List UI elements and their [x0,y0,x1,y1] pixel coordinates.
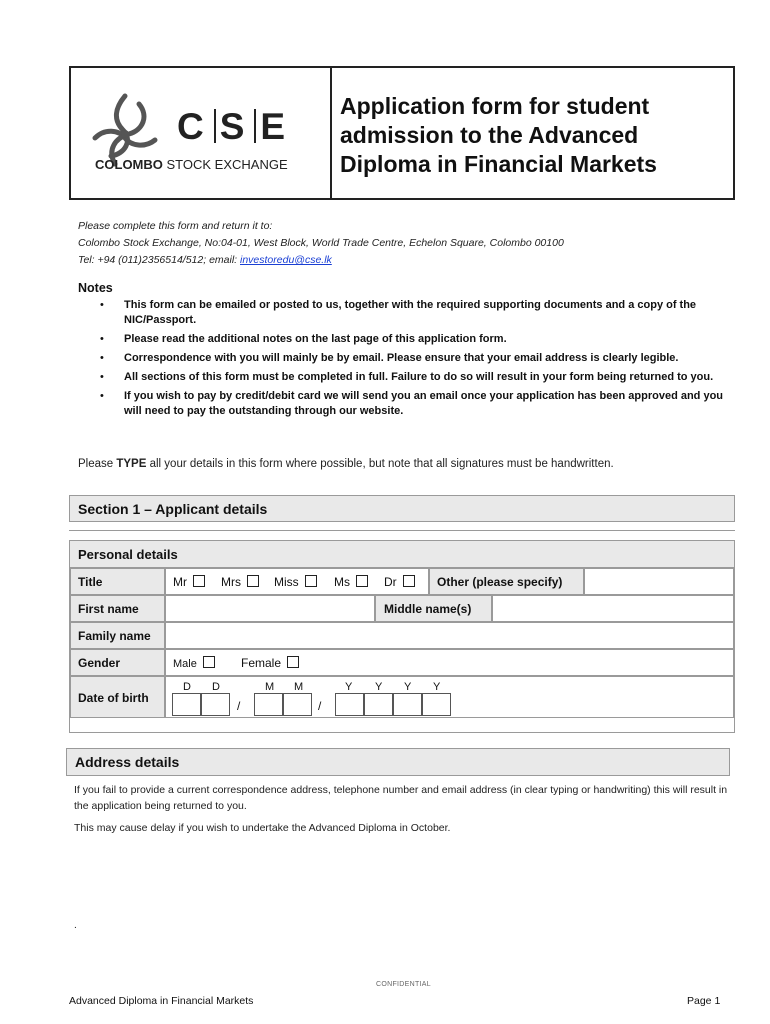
address-delay-note: This may cause delay if you wish to undertake the Advanced Diploma in October. [74,822,451,834]
dob-label: Date of birth [70,676,165,718]
title-mr-checkbox[interactable] [193,575,205,587]
middle-name-field[interactable] [492,595,734,622]
dob-month-box-2[interactable] [283,693,312,716]
intro-line: Please complete this form and return it to: [78,220,273,232]
title-miss-checkbox[interactable] [305,575,317,587]
dob-day-box-1[interactable] [172,693,201,716]
family-name-label: Family name [70,622,165,649]
note-item: • This form can be emailed or posted to us, together with the required supporting documents and a copy of the NIC/Passport. [96,298,731,328]
middle-name-label: Middle name(s) [375,595,492,622]
title-dr-checkbox[interactable] [403,575,415,587]
gender-female-checkbox[interactable] [287,656,299,668]
dob-year-letter: Y [345,681,353,693]
dob-day-letter: D [212,681,220,693]
note-item: • All sections of this form must be completed in full. Failure to do so will result in your form being returned to you. [96,370,731,385]
return-instructions [78,218,564,269]
form-title-line: Application form for student [340,93,650,119]
intro-address: Colombo Stock Exchange, No:04-01, West Block, World Trade Centre, Echelon Square, Colombo 00100 [78,237,564,249]
dob-year-letter: Y [433,681,441,693]
form-title-line: Diploma in Financial Markets [340,151,657,177]
section-divider [69,530,735,531]
gender-label: Gender [70,649,165,676]
dob-month-box-1[interactable] [254,693,283,716]
first-name-field[interactable] [165,595,375,622]
cse-logo-caption: COLOMBO STOCK EXCHANGE [95,157,288,172]
dob-month-letter: M [265,681,275,693]
cse-wordmark: C S E [177,106,292,147]
other-title-label: Other (please specify) [429,568,584,595]
cse-logo [71,68,332,198]
personal-details-table [69,540,735,733]
title-label: Title [70,568,165,595]
confidential-mark: CONFIDENTIAL [376,981,431,988]
footer-document-title: Advanced Diploma in Financial Markets [69,995,254,1007]
first-name-label: First name [70,595,165,622]
gender-male-checkbox[interactable] [203,656,215,668]
title-options: Mr Mrs Miss Ms Dr [165,568,429,595]
notes-list [96,298,731,423]
email-link[interactable]: investoredu@cse.lk [240,254,332,266]
dob-separator: / [318,699,322,713]
form-header [69,66,735,200]
dob-day-letter: D [183,681,191,693]
personal-details-heading: Personal details [70,541,734,568]
type-instruction: Please TYPE all your details in this form where possible, but note that all signatures must be handwritten. [78,458,614,470]
dob-year-letter: Y [404,681,412,693]
other-title-field[interactable] [584,568,734,595]
dob-year-box-4[interactable] [422,693,451,716]
address-details-heading: Address details [66,748,730,776]
dob-month-letter: M [294,681,304,693]
page-number: Page 1 [687,995,721,1007]
form-title [332,68,733,198]
dob-year-box-3[interactable] [393,693,422,716]
intro-contact: Tel: +94 (011)2356514/512; email: investoredu@cse.lk [78,254,332,266]
form-title-line: admission to the Advanced [340,122,639,148]
gender-options: Male Female [165,649,734,676]
note-item: • Please read the additional notes on the last page of this application form. [96,332,731,347]
note-item: • Correspondence with you will mainly be by email. Please ensure that your email address is clearly legible. [96,351,731,366]
title-mrs-checkbox[interactable] [247,575,259,587]
dob-year-box-2[interactable] [364,693,393,716]
stray-dot: . [74,920,77,931]
section-1-heading: Section 1 – Applicant details [69,495,735,522]
family-name-field[interactable] [165,622,734,649]
dob-year-box-1[interactable] [335,693,364,716]
address-instruction: If you fail to provide a current correspondence address, telephone number and email address (in clear typing or handwriting) this will result in the application being returned to you. [74,784,728,812]
title-ms-checkbox[interactable] [356,575,368,587]
notes-heading: Notes [78,281,113,295]
dob-separator: / [237,699,241,713]
note-item: • If you wish to pay by credit/debit card we will send you an email once your application has been approved and you will need to pay the outstanding through our website. [96,389,731,419]
dob-day-box-2[interactable] [201,693,230,716]
dob-year-letter: Y [375,681,383,693]
